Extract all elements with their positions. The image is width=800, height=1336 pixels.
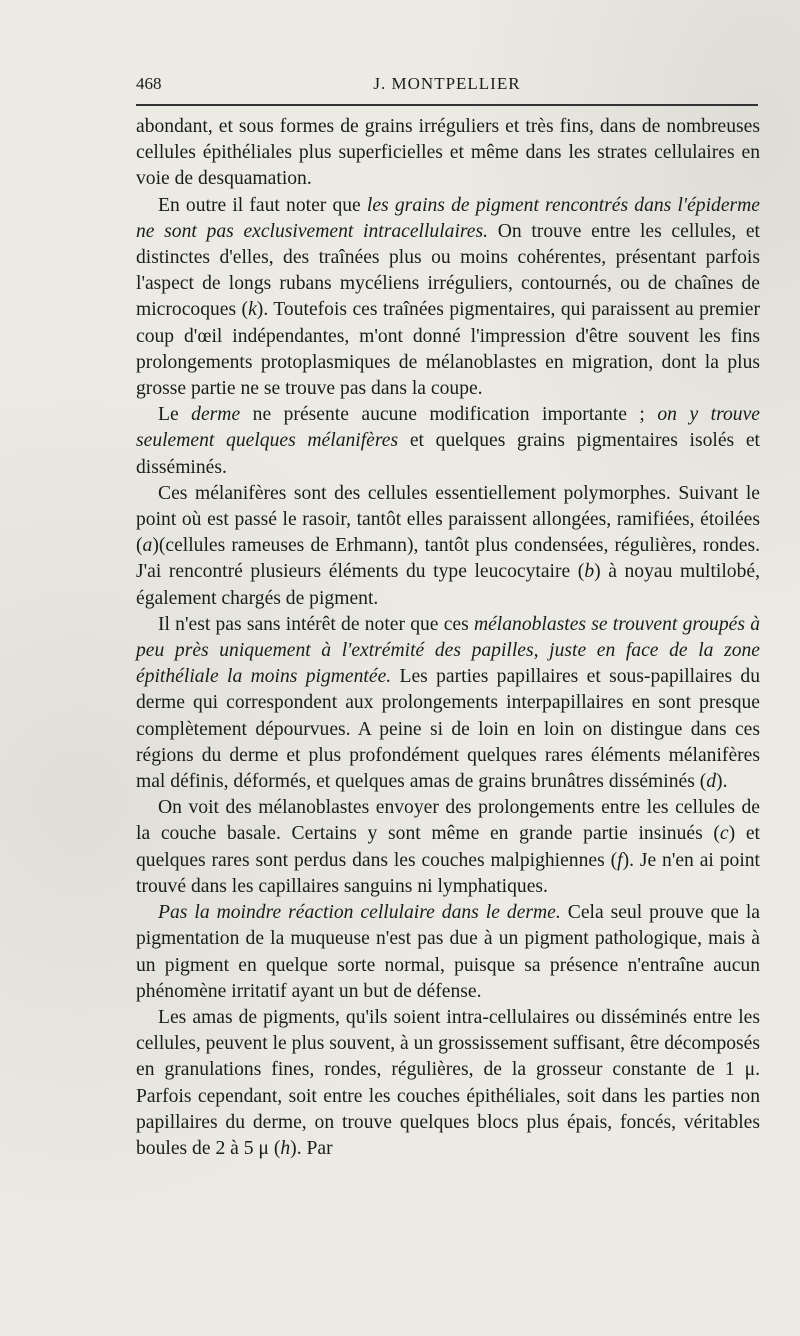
text-run: On voit des mélanoblastes envoyer des prolongements entre les cellules de la couche basale. Certains y sont même en grande partie insinués ( [136, 797, 760, 845]
text-run: abondant, et sous formes de grains irréguliers et très fins, dans de nombreuses cellules épithéliales plus superficielles et même dans les strates cellulaires en voie de desquamation. [136, 116, 760, 190]
paragraph [136, 1005, 760, 1162]
text-run: ). [716, 771, 728, 793]
italic-run: k [248, 299, 257, 321]
paragraph [136, 402, 760, 481]
paragraph [136, 612, 760, 795]
italic-run: on y trouve seulement quelques mélanifères [136, 404, 760, 452]
paragraph [136, 114, 760, 193]
italic-run: h [280, 1137, 291, 1159]
paragraph [136, 481, 760, 612]
paragraph [136, 795, 760, 900]
italic-run: b [584, 561, 595, 583]
italic-run: Pas la moindre réaction cellulaire dans le derme. [158, 902, 561, 924]
italic-run: f [617, 849, 623, 871]
paragraph [136, 193, 760, 403]
italic-run: derme [191, 404, 241, 426]
text-run: ). Toutefois ces traînées pigmentaires, qui paraissent au premier coup d'œil indépendantes, m'ont donné l'impression d'être souvent les fins prolongements protoplasmiques de mélanoblastes en migration, dont la plus grosse partie ne se trouve pas dans la coupe. [136, 299, 760, 400]
page-number: 468 [136, 74, 162, 93]
italic-run: d [706, 771, 717, 793]
text-run: Il n'est pas sans intérêt de noter que ces [158, 613, 474, 635]
text-run: ne présente aucune modification importante ; [240, 404, 658, 426]
text-run: et quelques grains pigmentaires isolés et disséminés. [136, 430, 760, 478]
text-run: ). Je n'en ai point trouvé dans les capillaires sanguins ni lymphatiques. [136, 849, 760, 897]
italic-run: les grains de pigment rencontrés dans l'épiderme ne sont pas exclusivement intracellulaires. [136, 194, 760, 242]
text-run: )(cellules rameuses de Erhmann), tantôt plus condensées, régulières, rondes. J'ai rencontré plusieurs éléments du type leucocytaire ( [136, 535, 760, 583]
paragraph [136, 900, 760, 1005]
text-run: Les parties papillaires et sous-papillaires du derme qui correspondent aux prolongements interpapillaires en sont presque complètement dépourvues. A peine si de loin en loin on distingue dans ces régions du derme et plus profondément quelques rares éléments mélanifères mal définis, déformés, et quelques amas de grains brunâtres disséminés ( [136, 666, 760, 793]
header-rule [136, 104, 758, 106]
text-run: ). Par [290, 1137, 333, 1159]
running-title: J. MONTPELLIER [373, 74, 521, 93]
text-run: ) à noyau multilobé, également chargés de pigment. [136, 561, 760, 609]
italic-run: mélanoblastes se trouvent groupés à peu près uniquement à l'extrémité des papilles, juste en face de la zone épithéliale la moins pigmentée. [136, 613, 760, 688]
text-run: Le [158, 404, 192, 426]
text-run: Ces mélanifères sont des cellules essentiellement polymorphes. Suivant le point où est passé le rasoir, tantôt elles paraissent allongées, ramifiées, étoilées ( [136, 482, 760, 557]
text-run: ) et quelques rares sont perdus dans les couches malpighiennes ( [136, 823, 760, 871]
italic-run: c [719, 823, 729, 845]
text-run: On trouve entre les cellules, et distinctes d'elles, des traînées plus ou moins cohérentes, présentant parfois l'aspect de longs rubans mycéliens irréguliers, contournés, ou de chaînes de microcoques ( [136, 220, 761, 321]
body-text [136, 114, 760, 1162]
text-run: Cela seul prouve que la pigmentation de la muqueuse n'est pas due à un pigment pathologique, mais à un pigment en quelque sorte normal, puisque sa présence n'entraîne aucun phénomène irritatif ayant un but de défense. [136, 902, 760, 1002]
text-run: Les amas de pigments, qu'ils soient intra-cellulaires ou disséminés entre les cellules, peuvent le plus souvent, à un grossissement suffisant, être décomposés en granulations fines, rondes, régulières, de la grosseur constante de 1 μ. Parfois cependant, soit entre les couches épithéliales, soit dans les parties non papillaires du derme, on trouve quelques blocs plus épais, foncés, véritables boules de 2 à 5 μ ( [136, 1006, 760, 1159]
italic-run: a [142, 535, 153, 557]
text-run: En outre il faut noter que [158, 194, 367, 216]
page-header [136, 70, 758, 100]
